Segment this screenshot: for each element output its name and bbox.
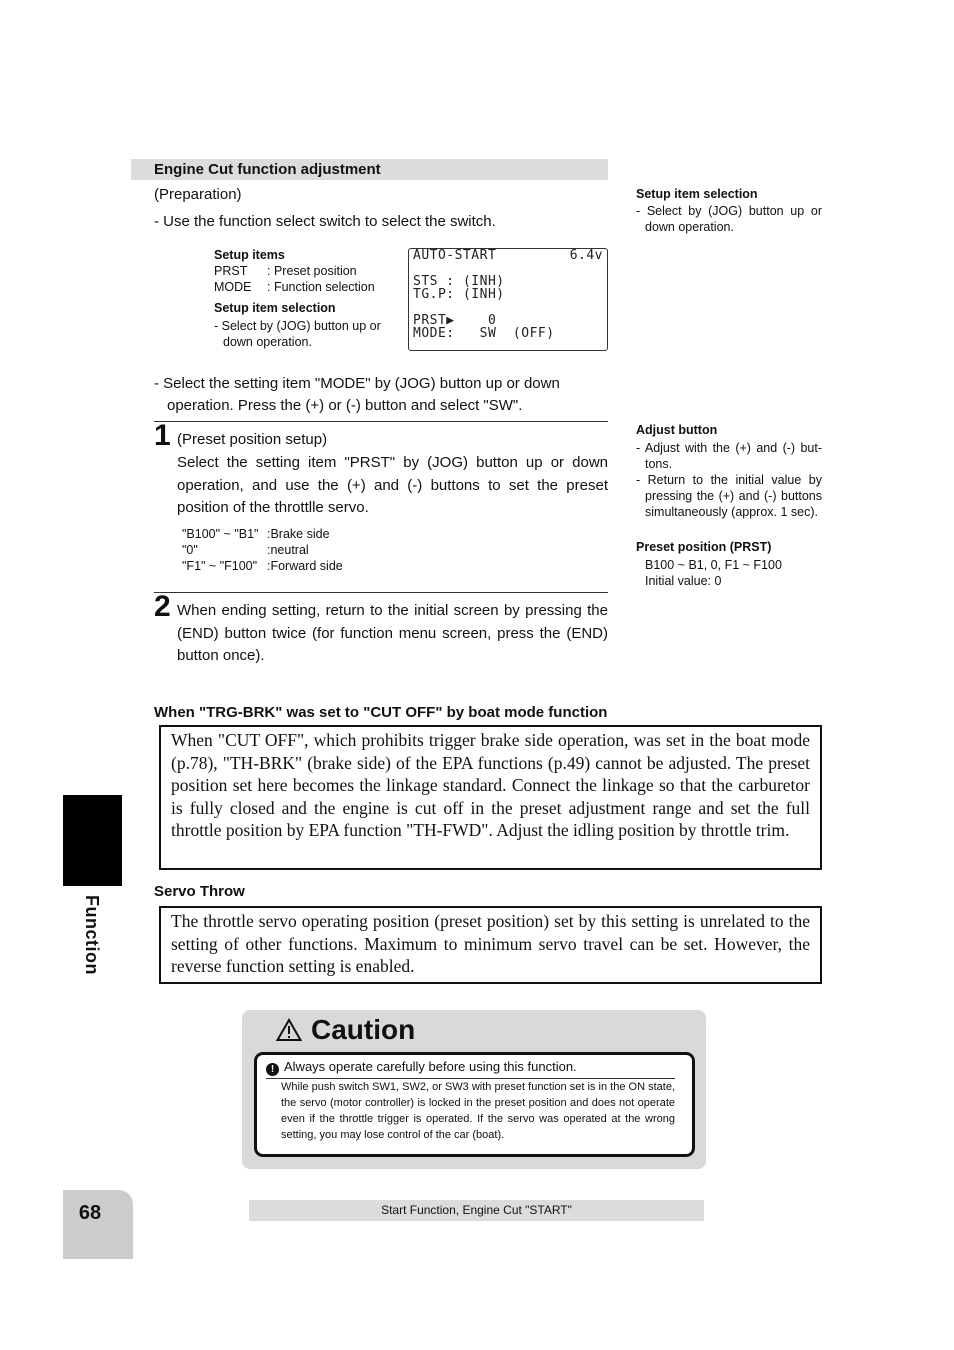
caution-title: Caution: [311, 1014, 416, 1045]
setup-item-desc: : Preset position: [267, 264, 357, 278]
adjust-text-2a: - Return to the initial value by: [636, 473, 822, 487]
range-value: "F1" ~ "F100": [182, 559, 258, 573]
trg-brk-heading: When "TRG-BRK" was set to "CUT OFF" by boat mode function: [154, 704, 608, 721]
setup-selection-text-1: - Select by (JOG) button up or: [214, 319, 381, 333]
caution-text: While push switch SW1, SW2, or SW3 with preset function set is in the ON state, the servo (motor controller) is locked in the preset position and does not operate even if the throttle trigger is operated. If the servo was operated at the wrong setting, you may lose control of the car (boat).: [281, 1081, 675, 1141]
adjust-text-2b: pressing the (+) and (-) buttons: [645, 489, 822, 503]
range-row: [182, 558, 343, 574]
step-2-text: When ending setting, return to the initial screen by pressing the (END) button twice (for function menu screen, press the (END) button once).: [177, 602, 608, 664]
lcd-screen: [408, 248, 608, 351]
preset-range: B100 ~ B1, 0, F1 ~ F100: [645, 558, 782, 572]
range-value: "0": [182, 543, 198, 557]
range-value: "B100" ~ "B1": [182, 527, 259, 541]
adjust-text-1a: - Adjust with the (+) and (-) but-: [636, 441, 822, 455]
range-desc: :Forward side: [267, 559, 343, 573]
lcd-row: STS : (INH): [413, 274, 505, 289]
lcd-row: [413, 249, 603, 262]
right-setup-text-2: down operation.: [645, 220, 734, 234]
right-setup-selection: [636, 186, 822, 235]
setup-selection-heading: Setup item selection: [214, 301, 336, 315]
servo-throw-box: The throttle servo operating position (preset position) set by this setting is unrelated to the setting of other functions. Maximum to minimum servo travel can be set. However, the reverse function setting is enabled.: [159, 906, 822, 984]
preset-heading: Preset position (PRST): [636, 540, 772, 554]
step-2-number: 2: [154, 590, 171, 623]
right-setup-heading: Setup item selection: [636, 187, 758, 201]
right-setup-text-1: - Select by (JOG) button up or: [636, 204, 822, 218]
setup-items-block: [214, 247, 404, 350]
adjust-heading: Adjust button: [636, 423, 718, 437]
page-number: 68: [78, 1202, 102, 1224]
adjust-text-2c: simultaneously (approx. 1 sec).: [645, 505, 818, 519]
warning-icon: [276, 1018, 302, 1042]
preset-initial: Initial value: 0: [645, 574, 722, 588]
adjust-button-notes: [636, 422, 822, 520]
side-label-text: Function: [82, 895, 102, 975]
setup-item-key: MODE: [214, 280, 252, 294]
exclamation-icon: !: [266, 1063, 279, 1076]
side-tab: [63, 795, 122, 886]
range-desc: :neutral: [267, 543, 309, 557]
step-1-title: (Preset position setup): [177, 431, 328, 448]
preparation-text: - Use the function select switch to select the switch.: [154, 213, 496, 230]
step-1-number: 1: [154, 419, 171, 452]
setup-item-desc: : Function selection: [267, 280, 375, 294]
divider: [154, 592, 608, 593]
preset-position-notes: [636, 539, 822, 589]
section-title: Engine Cut function adjustment: [131, 159, 608, 180]
adjust-text-1b: tons.: [645, 457, 673, 471]
range-row: [182, 542, 343, 558]
lcd-voltage: 6.4v: [569, 248, 603, 263]
caution-headline-row: [266, 1059, 675, 1079]
select-mode-line-2: operation. Press the (+) or (-) button and select "SW".: [167, 397, 523, 414]
trg-brk-box: When "CUT OFF", which prohibits trigger brake side operation, was set in the boat mode (p.78), "TH-BRK" (brake side) of the EPA functions (p.49) cannot be adjusted. The preset position set here becomes the linkage standard. Connect the linkage so that the carburetor is fully closed and the engine is cut off in the preset adjustment range and set the full throttle position by EPA function "TH-FWD". Adjust the idling position by throttle trim.: [159, 725, 822, 870]
step-1-text: Select the setting item "PRST" by (JOG) button up or down operation, and use the (+) and (-) buttons to set the preset position of the throttlle servo.: [177, 454, 608, 516]
caution-header: [276, 1013, 415, 1047]
lcd-row: TG.P: (INH): [413, 287, 505, 302]
range-desc: :Brake side: [267, 527, 330, 541]
select-mode-line-1: - Select the setting item "MODE" by (JOG) button up or down: [154, 375, 560, 392]
step-1-ranges: [182, 526, 343, 574]
divider: [154, 421, 608, 422]
setup-item-key: PRST: [214, 264, 248, 278]
setup-item-row: [214, 263, 404, 279]
lcd-row: PRST▶ 0: [413, 313, 497, 328]
footer-bar: Start Function, Engine Cut "START": [249, 1200, 704, 1221]
servo-throw-heading: Servo Throw: [154, 883, 245, 900]
setup-items-heading: Setup items: [214, 248, 285, 262]
range-row: [182, 526, 343, 542]
lcd-row: MODE: SW (OFF): [413, 326, 555, 341]
caution-headline: Always operate carefully before using this function.: [284, 1059, 577, 1074]
setup-item-row: [214, 279, 404, 295]
preparation-label: (Preparation): [154, 186, 242, 203]
setup-selection-text-2: down operation.: [223, 335, 312, 349]
lcd-title: AUTO-START: [413, 248, 497, 263]
